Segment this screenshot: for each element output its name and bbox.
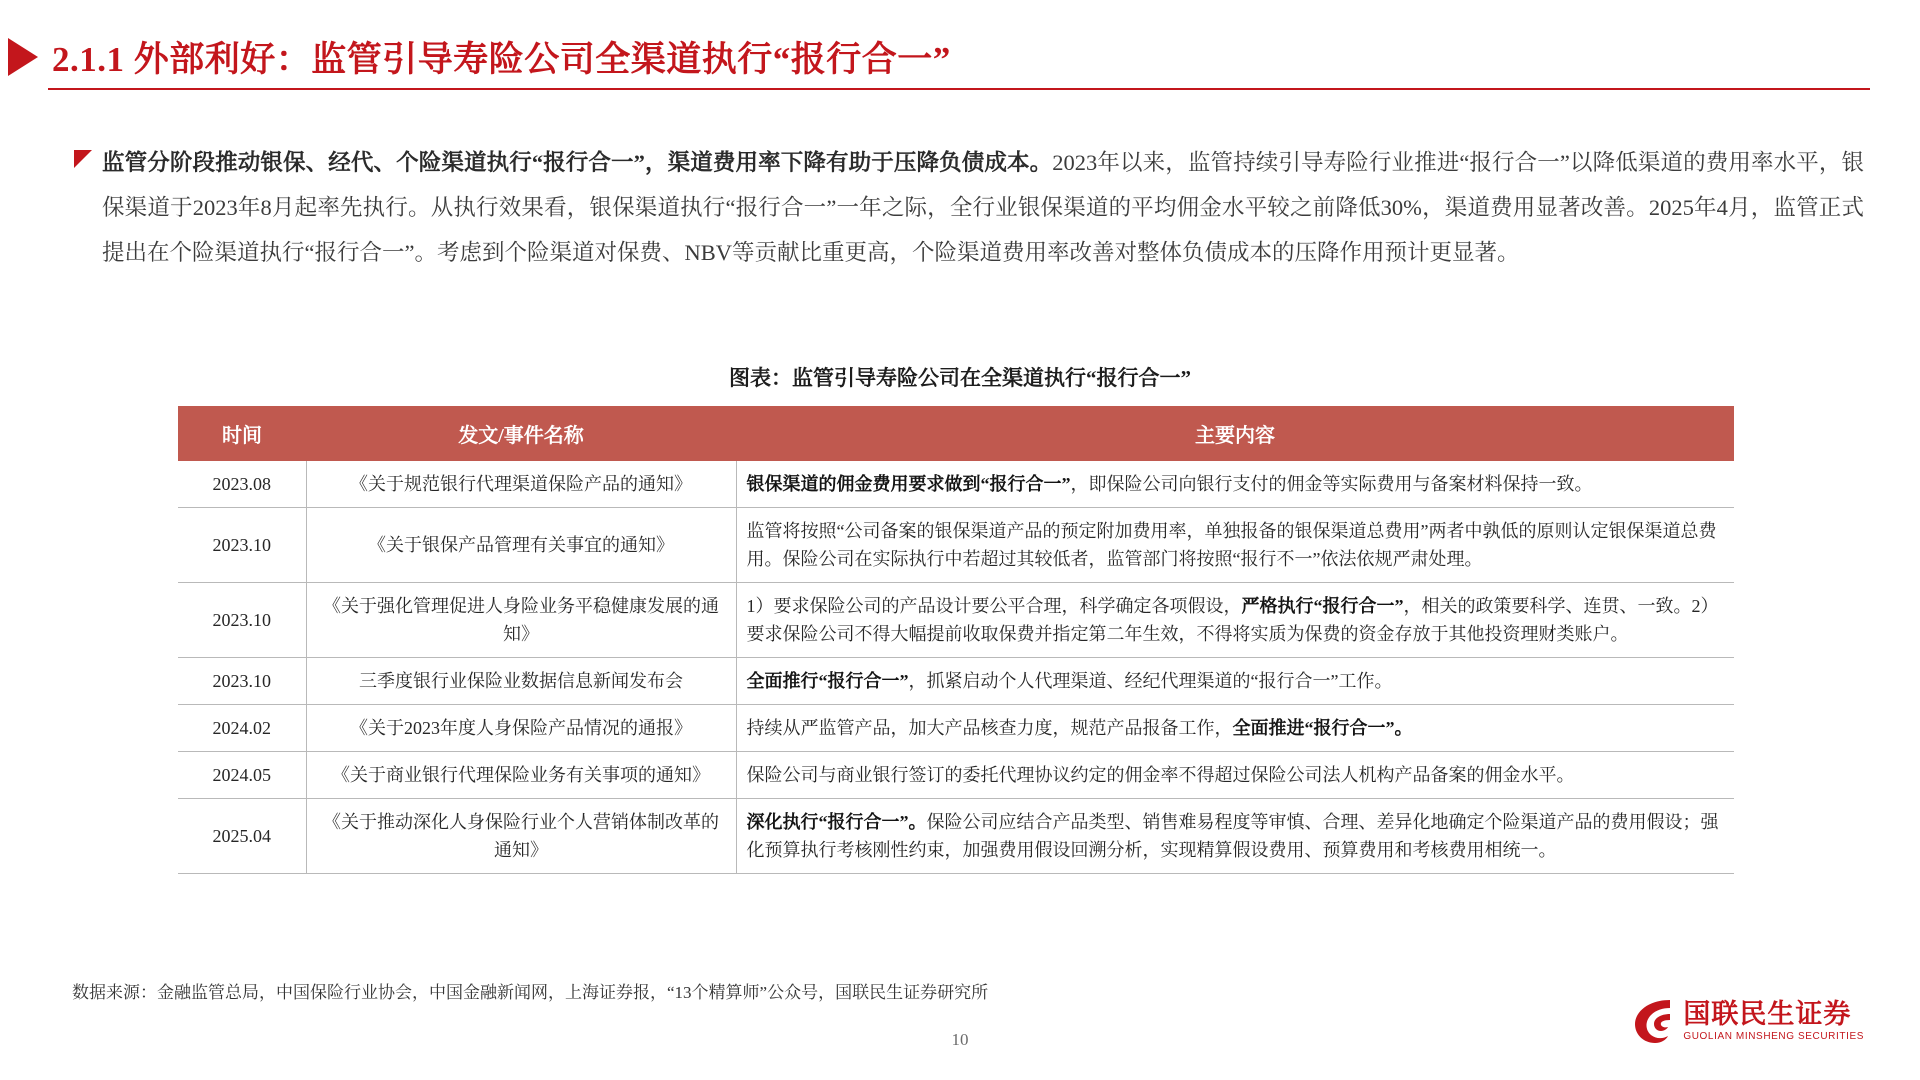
cell-content [736, 583, 1734, 658]
column-header-content: 主要内容 [736, 406, 1734, 461]
header-divider [48, 88, 1870, 90]
cell-time: 2025.04 [178, 799, 306, 874]
cell-time: 2023.10 [178, 508, 306, 583]
exhibit-table-wrap [178, 406, 1734, 874]
cell-time: 2023.08 [178, 461, 306, 508]
logo-swirl-icon [1630, 996, 1674, 1046]
table-row [178, 705, 1734, 752]
cell-content-text-tail: ，相关的政策要科学、连贯、一致。2）要求保险公司不得大幅提前收取保费并指定第二年生效，不得将实质为保费的资金存放于其他投资理财类账户。 [746, 596, 1719, 644]
logo-text [1683, 998, 1864, 1042]
cell-content [736, 799, 1734, 874]
table-row [178, 752, 1734, 799]
cell-time: 2024.05 [178, 752, 306, 799]
cell-content-emphasis: 全面推行“报行合一” [746, 671, 909, 691]
table-head [178, 406, 1734, 461]
company-logo [1630, 996, 1864, 1046]
cell-content-text: 持续从严监管产品，加大产品核查力度，规范产品报备工作， [746, 718, 1233, 738]
cell-content-emphasis: 深化执行“报行合一”。 [746, 812, 927, 832]
cell-content-emphasis: 银保渠道的佣金费用要求做到“报行合一” [746, 474, 1071, 494]
logo-name-en: GUOLIAN MINSHENG SECURITIES [1683, 1030, 1864, 1042]
cell-content-text: ，抓紧启动个人代理渠道、经纪代理渠道的“报行合一”工作。 [908, 671, 1393, 691]
column-header-time: 时间 [178, 406, 306, 461]
cell-content [736, 508, 1734, 583]
page-number: 10 [951, 1030, 969, 1049]
cell-time: 2024.02 [178, 705, 306, 752]
column-header-document: 发文/事件名称 [306, 406, 736, 461]
cell-content-text: 保险公司应结合产品类型、销售难易程度等审慎、合理、差异化地确定个险渠道产品的费用假设；强化预算执行考核刚性约束，加强费用假设回溯分析，实现精算假设费用、预算费用和考核费用相统一。 [746, 812, 1719, 860]
body-paragraph [102, 140, 1864, 275]
body-paragraph-block [74, 140, 1864, 275]
cell-document: 《关于银保产品管理有关事宜的通知》 [306, 508, 736, 583]
table-row [178, 508, 1734, 583]
body-lead-sentence: 监管分阶段推动银保、经代、个险渠道执行“报行合一”，渠道费用率下降有助于压降负债成本。 [102, 150, 1053, 175]
flag-bullet-icon [74, 150, 92, 168]
cell-document: 《关于2023年度人身保险产品情况的通报》 [306, 705, 736, 752]
triangle-bullet-icon [8, 38, 38, 76]
cell-document: 《关于规范银行代理渠道保险产品的通知》 [306, 461, 736, 508]
logo-name-cn: 国联民生证券 [1683, 998, 1852, 1029]
cell-document: 三季度银行业保险业数据信息新闻发布会 [306, 658, 736, 705]
cell-document: 《关于推动深化人身保险行业个人营销体制改革的通知》 [306, 799, 736, 874]
cell-content-text: ，即保险公司向银行支付的佣金等实际费用与备案材料保持一致。 [1070, 474, 1593, 494]
cell-content [736, 705, 1734, 752]
cell-content [736, 461, 1734, 508]
cell-document: 《关于强化管理促进人身险业务平稳健康发展的通知》 [306, 583, 736, 658]
table-row [178, 461, 1734, 508]
exhibit-table [178, 406, 1734, 874]
cell-content [736, 658, 1734, 705]
page-title: 2.1.1 外部利好：监管引导寿险公司全渠道执行“报行合一” [52, 40, 951, 79]
cell-document: 《关于商业银行代理保险业务有关事项的通知》 [306, 752, 736, 799]
table-row [178, 658, 1734, 705]
logo-mark-icon [1630, 996, 1674, 1046]
table-header-row [178, 406, 1734, 461]
cell-time: 2023.10 [178, 658, 306, 705]
source-note: 数据来源：金融监管总局，中国保险行业协会，中国金融新闻网，上海证券报，“13个精算师”公众号，国联民生证券研究所 [72, 983, 989, 1002]
cell-time: 2023.10 [178, 583, 306, 658]
slide-header [0, 26, 1920, 88]
body-rest-sentence: 2023年以来，监管持续引导寿险行业推进“报行合一”以降低渠道的费用率水平，银保渠道于2023年8月起率先执行。从执行效果看，银保渠道执行“报行合一”一年之际，全行业银保渠道的平均佣金水平较之前降低30%，渠道费用显著改善。2025年4月，监管正式提出在个险渠道执行“报行合一”。考虑到个险渠道对保费、NBV等贡献比重更高，个险渠道费用率改善对整体负债成本的压降作用预计更显著。 [102, 150, 1864, 265]
cell-content-text: 监管将按照“公司备案的银保渠道产品的预定附加费用率，单独报备的银保渠道总费用”两者中孰低的原则认定银保渠道总费用。保险公司在实际执行中若超过其较低者，监管部门将按照“报行不一”依法依规严肃处理。 [746, 521, 1717, 569]
table-row [178, 583, 1734, 658]
table-body [178, 461, 1734, 874]
cell-content [736, 752, 1734, 799]
cell-content-text: 1）要求保险公司的产品设计要公平合理，科学确定各项假设， [746, 596, 1242, 616]
exhibit-caption: 图表：监管引导寿险公司在全渠道执行“报行合一” [729, 366, 1191, 390]
table-row [178, 799, 1734, 874]
cell-content-emphasis: 严格执行“报行合一” [1241, 596, 1404, 616]
cell-content-emphasis: 全面推进“报行合一”。 [1232, 718, 1413, 738]
cell-content-text: 保险公司与商业银行签订的委托代理协议约定的佣金率不得超过保险公司法人机构产品备案的佣金水平。 [746, 765, 1575, 785]
